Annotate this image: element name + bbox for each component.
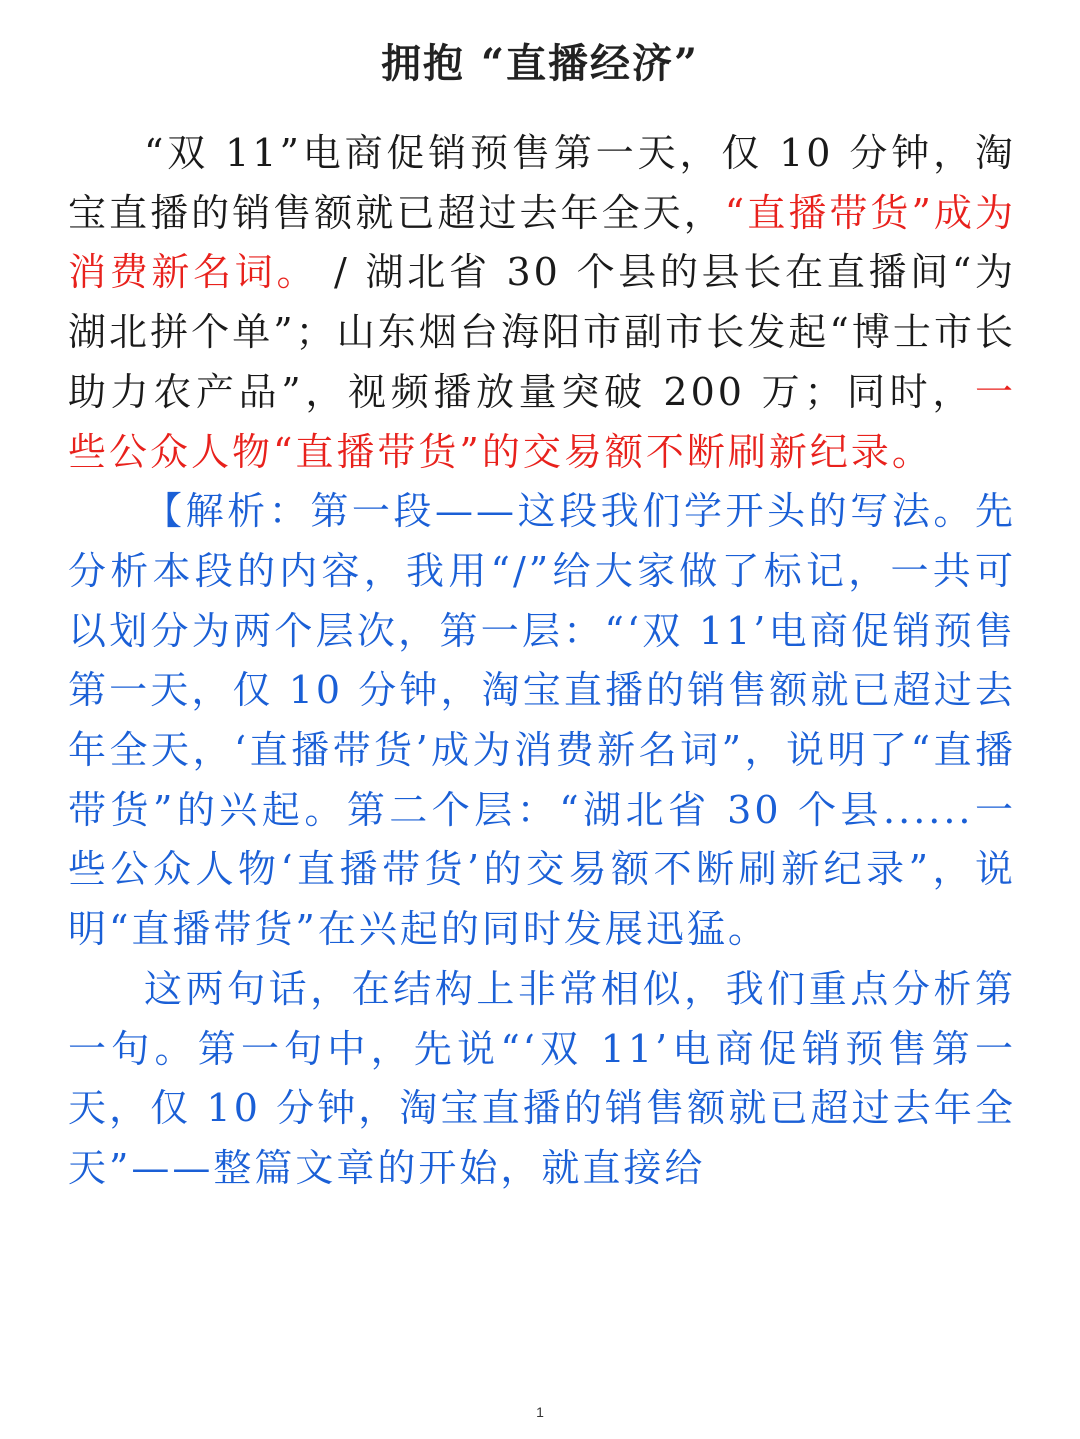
paragraph-intro bbox=[68, 124, 1016, 482]
document-title: 拥抱 “直播经济” bbox=[381, 40, 699, 87]
intro-highlight-1: “直播带货”成为消费新名词。 bbox=[68, 190, 1016, 295]
page-number: 1 bbox=[536, 1404, 544, 1420]
intro-text-1: “双 11”电商促销预售第一天，仅 10 分钟，淘宝直播的销售额就已超过去年全天， bbox=[68, 131, 1016, 235]
document-body bbox=[68, 124, 1016, 1199]
paragraph-analysis-continued: 这两句话，在结构上非常相似，我们重点分析第一句。第一句中，先说“‘双 11’电商促销预售第一天，仅 10 分钟，淘宝直播的销售额就已超过去年全天”——整篇文章的开始，就直接给 bbox=[68, 966, 1016, 1190]
intro-text-2: / 湖北省 30 个县的县长在直播间“为湖北拼个单”；山东烟台海阳市副市长发起“博士市长助力农产品”，视频播放量突破 200 万；同时， bbox=[68, 250, 1016, 414]
paragraph-analysis: 【解析：第一段——这段我们学开头的写法。先分析本段的内容，我用“/”给大家做了标记，一共可以划分为两个层次，第一层：“‘双 11’电商促销预售第一天，仅 10 分钟，淘宝直播的销售额就已超过去年全天，‘直播带货’成为消费新名词”，说明了“直播带货”的兴起。第二个层：“湖北省 30 个县......一些公众人物‘直播带货’的交易额不断刷新纪录”，说明“直播带货”在兴起的同时发展迅猛。 bbox=[68, 489, 1016, 952]
intro-highlight-2: 一些公众人物“直播带货”的交易额不断刷新纪录。 bbox=[68, 369, 1016, 474]
